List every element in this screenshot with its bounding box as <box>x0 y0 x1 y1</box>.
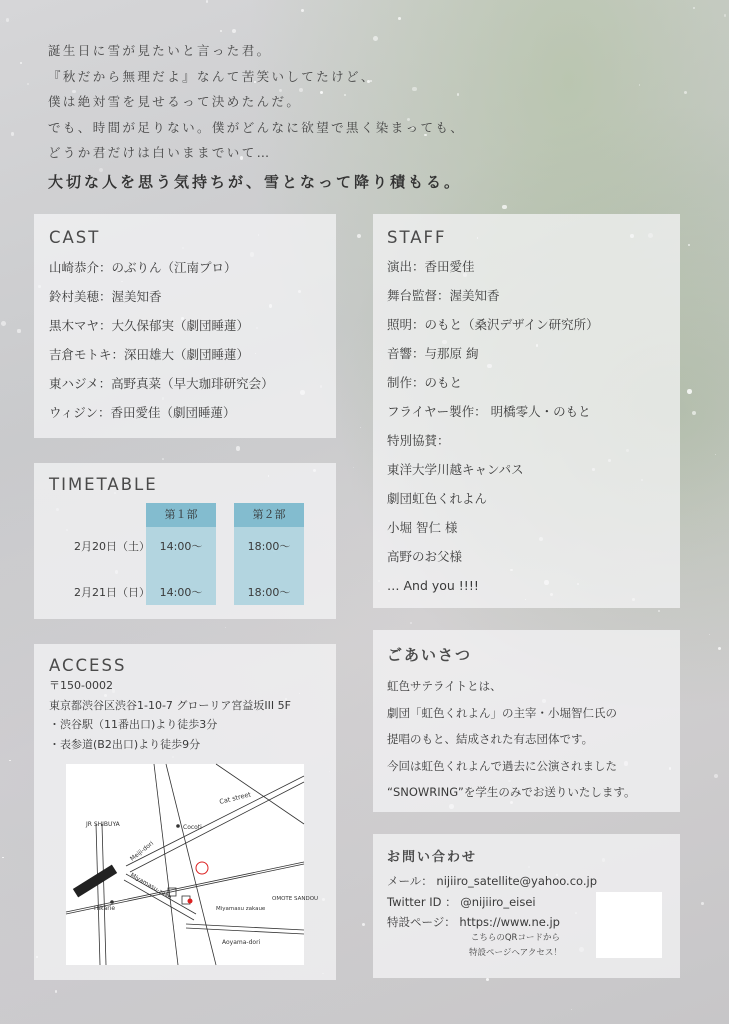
snowflake <box>220 30 222 32</box>
qr-code[interactable] <box>596 892 662 958</box>
snowflake <box>9 760 11 762</box>
cast-item: 黒木マヤ：大久保郁実（劇団睡蓮） <box>49 318 250 333</box>
greeting-line: 提唱のもと、結成された有志団体です。 <box>387 732 594 746</box>
qr-note <box>469 931 562 961</box>
greeting-line: “SNOWRING”を学生のみでお送りいたします。 <box>387 785 636 799</box>
contact-twitter[interactable]: Twitter ID ： @nijiiro_eisei <box>387 894 536 909</box>
cast-item: 吉倉モトキ：深田雄大（劇団睡蓮） <box>49 347 250 362</box>
snowflake <box>571 1009 572 1010</box>
snowflake <box>658 610 660 612</box>
snowflake <box>410 622 412 624</box>
snowflake <box>2 857 4 859</box>
map-rail <box>102 824 106 965</box>
timetable-time: 18:00〜 <box>247 586 291 599</box>
timetable-date: 2月20日（土） <box>74 540 150 553</box>
snowflake <box>357 234 361 238</box>
cast-item: 東ハジメ：高野真菜（早大珈琲研究会） <box>49 376 274 391</box>
snowflake <box>701 902 704 905</box>
snowflake <box>232 29 236 33</box>
access-panel <box>34 644 336 980</box>
map-label: Miyamasu-zaka <box>129 871 173 902</box>
timetable-time: 14:00〜 <box>159 586 203 599</box>
staff-panel <box>373 214 680 608</box>
staff-item: 東洋大学川越キャンパス <box>387 462 524 477</box>
route-line: ・表参道(B2出口)より徒歩9分 <box>49 737 201 751</box>
map-point <box>110 900 114 904</box>
timetable-date: 2月21日（日） <box>74 586 150 599</box>
snowflake <box>502 205 506 209</box>
greeting-title: ごあいさつ <box>387 646 473 664</box>
map-point <box>176 824 180 828</box>
access-map <box>66 764 319 965</box>
contact-website[interactable]: 特設ページ： https://www.ne.jp <box>387 915 560 929</box>
route-line: ・渋谷駅（11番出口)より徒歩3分 <box>49 718 218 731</box>
map-label: Cocoti <box>183 824 202 831</box>
snowflake <box>236 446 241 451</box>
snowflake <box>398 17 401 20</box>
map-label: Miyamasu zakaue <box>216 906 266 912</box>
intro-line: 僕は絶対雪を見せるって決めたんだ。 <box>48 94 302 109</box>
map-road <box>126 776 304 866</box>
timetable-header-1: 第１部 <box>146 503 216 527</box>
snowflake <box>715 454 717 456</box>
staff-title: STAFF <box>387 228 447 247</box>
snowflake <box>692 411 696 415</box>
intro-line: 誕生日に雪が見たいと言った君。 <box>48 43 272 58</box>
cast-item: 山崎恭介：のぶりん（江南プロ） <box>49 260 237 275</box>
timetable-time: 18:00〜 <box>247 540 291 553</box>
snowflake <box>688 244 690 246</box>
cast-panel <box>34 214 336 438</box>
map-label: OMOTE SANDOU <box>272 896 319 902</box>
cast-item: 鈴村美穂：渥美知香 <box>49 289 162 304</box>
timetable-header-2: 第２部 <box>234 503 304 527</box>
snowflake <box>1 321 6 326</box>
staff-item: 劇団虹色くれよん <box>387 491 488 506</box>
snowflake <box>17 329 20 332</box>
intro-line: 『秋だから無理だよ』なんて苦笑いしてたけど、 <box>48 68 376 84</box>
snowflake <box>11 132 15 136</box>
snowflake <box>6 18 10 22</box>
staff-item: 小堀 智仁 様 <box>387 520 458 535</box>
shrine-icon <box>196 862 208 874</box>
access-title: ACCESS <box>49 656 127 675</box>
snowflake <box>225 627 226 628</box>
staff-item: 音響：与那原 絢 <box>387 346 479 361</box>
contact-panel <box>373 834 680 978</box>
map-road <box>154 764 178 965</box>
staff-item: 舞台監督：渥美知香 <box>387 288 500 303</box>
intro-line: どうか君だけは白いままでいて… <box>48 145 272 160</box>
qr-note-line: こちらのQRコードから <box>470 933 560 943</box>
snowflake <box>714 774 718 778</box>
snowflake <box>55 990 58 993</box>
snowflake <box>353 467 354 468</box>
snowflake <box>301 9 304 12</box>
contact-email[interactable]: メール： nijiiro_satellite@yahoo.co.jp <box>387 874 598 888</box>
snowflake <box>687 389 692 394</box>
greeting-line: 虹色サテライトとは、 <box>387 679 502 693</box>
map-road <box>216 764 304 824</box>
greeting-line: 今回は虹色くれよんで過去に公演されました <box>387 758 617 773</box>
venue-marker <box>188 899 193 904</box>
map-label: Cat street <box>218 790 252 806</box>
snowflake <box>486 978 489 981</box>
timetable-panel <box>34 463 336 619</box>
staff-item: 制作：のもと <box>387 375 463 390</box>
contact-title: お問い合わせ <box>387 850 478 865</box>
snowflake <box>639 84 640 85</box>
map-label: Hikarie <box>94 905 116 912</box>
snowflake <box>206 0 209 3</box>
map-road <box>130 782 304 872</box>
intro-line: でも、時間が足りない。僕がどんなに欲望で黒く染まっても、 <box>48 119 466 135</box>
intro-headline: 大切な人を思う気持ちが、雪となって降り積もる。 <box>48 172 463 191</box>
intro-text <box>48 38 465 195</box>
snowflake <box>693 7 695 9</box>
snowflake <box>162 458 164 460</box>
timetable-title: TIMETABLE <box>49 475 158 494</box>
snowflake <box>709 634 710 635</box>
cast-title: CAST <box>49 228 101 247</box>
staff-item: フライヤー製作： 明橋零人・のもと <box>387 404 591 419</box>
map-label: Meiji-dori <box>128 840 156 863</box>
greeting-panel <box>373 630 680 812</box>
map-label: Aoyama-dori <box>222 939 261 946</box>
cast-item: ウィジン：香田愛佳（劇団睡蓮） <box>49 405 236 420</box>
map-rail <box>96 824 100 965</box>
map-road <box>166 764 216 965</box>
map-drawing <box>66 764 319 965</box>
snowflake <box>20 62 22 64</box>
map-station-block <box>73 865 117 898</box>
snowflake <box>724 14 726 16</box>
staff-item: 照明：のもと（桑沢デザイン研究所） <box>387 317 599 332</box>
snowflake <box>718 647 721 650</box>
map-label: JR SHIBUYA <box>86 821 120 828</box>
qr-note-line: 特設ページへアクセス！ <box>469 948 562 958</box>
staff-item: 高野のお父様 <box>387 549 463 564</box>
postal-code: 〒150-0002 <box>49 679 113 692</box>
snowflake <box>27 83 29 85</box>
staff-item: … And you !!!! <box>387 578 479 593</box>
timetable-time: 14:00〜 <box>159 540 203 553</box>
snowflake <box>684 91 687 94</box>
snowflake <box>362 923 366 927</box>
snowflake <box>360 427 361 428</box>
staff-item: 演出：香田愛佳 <box>387 259 475 274</box>
greeting-line: 劇団「虹色くれよん」の主宰・小堀智仁氏の <box>387 705 617 720</box>
staff-item: 特別協賛： <box>387 433 450 448</box>
address: 東京都渋谷区渋谷1-10-7 グローリア宮益坂III 5F <box>49 698 291 712</box>
